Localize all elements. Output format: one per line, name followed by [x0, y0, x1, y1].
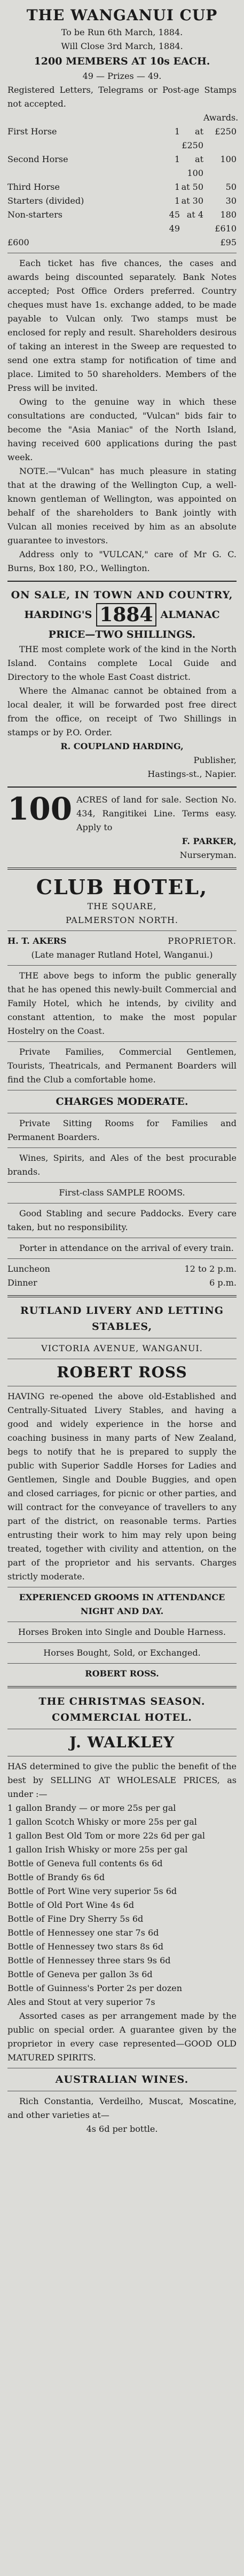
table-cell: at 100: [187, 154, 203, 178]
table-head: Awards.: [203, 113, 239, 123]
walkley-price: Bottle of Hennessey two stars 8s 6d: [7, 1941, 163, 1952]
table-cell: £250: [215, 126, 237, 137]
table-cell: Starters (divided): [7, 196, 84, 206]
acres-number: 100: [7, 791, 73, 827]
divider: [7, 1041, 237, 1042]
table-cell: at £250: [182, 126, 203, 150]
walkley-price: Bottle of Guinness's Porter 2s per dozen: [7, 1983, 182, 1993]
cup-subtotal-left: £600: [7, 237, 29, 247]
australian-wines-text: Rich Constantia, Verdeilho, Muscat, Moscatine, and other varieties at—: [7, 2096, 237, 2120]
livery-sign: ROBERT ROSS.: [85, 1668, 159, 1679]
club-wines: Wines, Spirits, and Ales of the best procurable brands.: [7, 1153, 237, 1177]
almanac-body: THE most complete work of the kind in the North Island. Contains complete Local Guide and Directory to the whole East Coast district.: [7, 644, 237, 682]
almanac-word: ALMANAC: [160, 609, 220, 621]
table-cell: Second Horse: [7, 154, 68, 164]
cup-title: THE WANGANUI CUP: [26, 6, 218, 24]
cup-close-line: Will Close 3rd March, 1884.: [61, 41, 183, 51]
meal-time: 12 to 2 p.m.: [184, 1264, 237, 1274]
walkley-closing: Assorted cases as per arrangement made by the public on special order. A guarantee given by the proprietor in every case represented—GOOD OLD MATURED SPIRITS.: [7, 2011, 237, 2063]
cup-prizes-line: 49 — Prizes — 49.: [82, 71, 162, 81]
club-body: THE above begs to inform the public generally that he has opened this newly-built Commercial and Family Hotel, which he intends, by civility and constant attention, to make the most popular Hostelry on the Coast.: [7, 970, 237, 1036]
livery-bought: Horses Bought, Sold, or Exchanged.: [43, 1648, 201, 1658]
meal-label: Luncheon: [7, 1264, 50, 1274]
table-cell: at 4: [186, 210, 203, 220]
meal-time: 6 p.m.: [209, 1278, 237, 1288]
livery-name: ROBERT ROSS: [57, 1363, 187, 1381]
livery-title: RUTLAND LIVERY AND LETTING STABLES,: [20, 1305, 224, 1333]
livery-address: VICTORIA AVENUE, WANGANUI.: [41, 1343, 203, 1353]
walkley-price: Bottle of Hennessey three stars 9s 6d: [7, 1955, 171, 1965]
livery-body: HAVING re-opened the above old-Established and Centrally-Situated Livery Stables, and having a good and widely experience in the horse and coaching business in many parts of New Zealand, begs to notify that he is prepared to supply the public with Superior Saddle Horses for Ladies and Gentlemen, Single and Double Buggies, and open and closed carriages, for picnic or other parties, and will contract for the conveyance of travellers to any part of the district, on reasonable terms. Parties entrusting their work to him may rely upon being treated, together with civility and attention, on the part of the proprietor and his servants. Charges strictly moderate.: [7, 1391, 237, 1582]
divider: [7, 1686, 237, 1688]
almanac-where: Where the Almanac cannot be obtained from a local dealer, it will be forwarded post free direct from the office, on receipt of Two Shillings in stamps or by P.O. Order.: [7, 686, 237, 737]
walkley-price: 1 gallon Irish Whisky or more 25s per gal: [7, 1844, 188, 1855]
walkley-price: 1 gallon Brandy — or more 25s per gal: [7, 1803, 176, 1813]
walkley-price: 1 gallon Scotch Whisky or more 25s per gal: [7, 1817, 197, 1827]
walkley-intro: HAS determined to give the public the benefit of the best by SELLING AT WHOLESALE PRICES, as under :—: [7, 1761, 237, 1799]
table-total: [7, 222, 156, 236]
divider: [7, 1642, 237, 1643]
cup-registered-line: Registered Letters, Telegrams or Post-age Stamps not accepted.: [7, 85, 237, 109]
almanac-sale-line: ON SALE, IN TOWN AND COUNTRY,: [11, 589, 233, 601]
table-head: [156, 111, 180, 125]
almanac-price: PRICE—TWO SHILLINGS.: [48, 629, 196, 640]
divider: [7, 868, 237, 870]
livery-broken: Horses Broken into Single and Double Harness.: [18, 1627, 226, 1637]
club-proprietor-name: H. T. AKERS: [7, 936, 67, 946]
australian-wines-price: 4s 6d per bottle.: [86, 2124, 158, 2134]
acres-block: [7, 793, 237, 834]
divider: [7, 581, 237, 582]
club-families: Private Families, Commercial Gentlemen, Tourists, Theatricals, and Permanent Boarders will find the Club a comfortable home.: [7, 1047, 237, 1085]
club-meal-row: [7, 1262, 237, 1276]
walkley-name: J. WALKLEY: [69, 1734, 175, 1751]
club-charges: CHARGES MODERATE.: [56, 1096, 188, 1108]
acres-name: F. PARKER,: [182, 836, 237, 846]
table-cell: 1: [174, 196, 180, 206]
club-proprietor-title: PROPRIETOR.: [168, 936, 237, 946]
divider: [7, 965, 237, 966]
divider: [7, 787, 237, 788]
club-meal-row: [7, 1276, 237, 1290]
wanganui-cup-ad: [7, 5, 237, 575]
table-cell: 1: [174, 126, 180, 137]
australian-wines-head: AUSTRALIAN WINES.: [55, 2074, 189, 2085]
divider: [7, 1295, 237, 1297]
cup-subtotal-right: £95: [220, 237, 237, 247]
acres-text: ACRES of land for sale. Section No. 434, Rangitikei Line. Terms easy. Apply to: [76, 795, 237, 832]
walkley-price: Bottle of Old Port Wine 4s 6d: [7, 1900, 135, 1910]
walkley-prices-note: Ales and Stout at very superior 7s: [7, 1997, 155, 2007]
table-head: [180, 111, 203, 125]
cup-prize-table: [7, 111, 237, 236]
table-cell: 180: [220, 210, 237, 220]
acres-ad: [7, 793, 237, 862]
livery-grooms: EXPERIENCED GROOMS IN ATTENDANCE NIGHT AND DAY.: [19, 1592, 225, 1616]
club-proprietor: [7, 934, 237, 948]
table-cell: at 50: [181, 182, 203, 192]
meal-label: Dinner: [7, 1278, 37, 1288]
club-title: CLUB HOTEL,: [36, 875, 208, 899]
walkley-season: THE CHRISTMAS SEASON.: [38, 1696, 206, 1707]
divider: [7, 1258, 237, 1259]
almanac-publisher: R. COUPLAND HARDING,: [60, 741, 184, 751]
walkley-price: Bottle of Geneva full contents 6s 6d: [7, 1858, 163, 1868]
cup-address: Address only to "VULCAN," care of Mr G. C. Burns, Box 180, P.O., Wellington.: [7, 549, 237, 573]
table-cell: Third Horse: [7, 182, 60, 192]
acres-title: Nurseryman.: [179, 850, 237, 860]
walkley-ad: [7, 1694, 237, 2136]
almanac-publisher-title: Publisher,: [193, 755, 237, 765]
almanac-publisher-place: Hastings-st., Napier.: [147, 769, 237, 779]
table-cell: 100: [220, 154, 237, 164]
almanac-ad: [7, 587, 237, 781]
divider: [7, 1147, 237, 1148]
table-cell: 50: [225, 182, 237, 192]
club-sitting: Private Sitting Rooms for Families and Permanent Boarders.: [7, 1118, 237, 1142]
table-total: £610: [215, 223, 237, 234]
almanac-name: HARDING'S: [24, 609, 92, 621]
club-sample: First-class SAMPLE ROOMS.: [59, 1187, 185, 1198]
table-total: 49: [169, 223, 180, 234]
club-address: THE SQUARE,: [87, 901, 157, 911]
club-hotel-ad: [7, 875, 237, 1290]
walkley-hotel: COMMERCIAL HOTEL.: [52, 1712, 192, 1723]
table-cell: 1: [174, 182, 180, 192]
almanac-year: 1884: [96, 603, 156, 627]
cup-members-line: 1200 MEMBERS AT 10s EACH.: [34, 55, 210, 67]
divider: [7, 930, 237, 931]
walkley-price: Bottle of Geneva per gallon 3s 6d: [7, 1969, 153, 1979]
walkley-price: 1 gallon Best Old Tom or more 22s 6d per gal: [7, 1831, 206, 1841]
club-town: PALMERSTON NORTH.: [65, 915, 178, 925]
table-total: [180, 222, 203, 236]
table-cell: at 30: [181, 196, 203, 206]
table-head: [7, 111, 156, 125]
table-cell: 30: [225, 196, 237, 206]
cup-run-line: To be Run 6th March, 1884.: [61, 27, 183, 37]
cup-subtotals: [7, 236, 237, 250]
walkley-price: Bottle of Fine Dry Sherry 5s 6d: [7, 1914, 144, 1924]
club-porter: Porter in attendance on the arrival of every train.: [19, 1243, 234, 1253]
table-cell: First Horse: [7, 126, 57, 137]
table-cell: 1: [174, 154, 180, 164]
almanac-title: [7, 603, 237, 627]
walkley-price: Bottle of Hennessey one star 7s 6d: [7, 1928, 159, 1938]
walkley-price: Bottle of Port Wine very superior 5s 6d: [7, 1886, 177, 1896]
table-cell: 45: [169, 210, 180, 220]
club-late: (Late manager Rutland Hotel, Wanganui.): [31, 950, 213, 960]
table-cell: Non-starters: [7, 210, 62, 220]
divider: [7, 1182, 237, 1183]
cup-body-2: Owing to the genuine way in which these consultations are conducted, "Vulcan" bids fair to become the "Asia Maniac" of the North Island, having received 600 applications during the past week.: [7, 397, 237, 462]
walkley-price: Bottle of Brandy 6s 6d: [7, 1872, 105, 1882]
cup-body-3: NOTE.—"Vulcan" has much pleasure in stating that at the drawing of the Wellington Cup, a well-known gentleman of Wellington, was appointed on behalf of the shareholders to Bank jointly with Vulcan all monies received by him as an absolute guarantee to investors.: [7, 466, 237, 545]
livery-ad: [7, 1303, 237, 1681]
cup-body-1: Each ticket has five chances, the cases and awards being discounted separately. Bank Notes accepted; Post Office Orders preferred. Country cheques must have 1s. exchange added, to be made payable to Vulcan only. Two stamps must be enclosed for reply and result. Shareholders desirous of taking an interest in the Sweep are requested to send one extra stamp for notification of time and place. Limited to 50 shareholders. Members of the Press will be invited.: [7, 258, 237, 393]
club-stabling: Good Stabling and secure Paddocks. Every care taken, but no responsibility.: [7, 1208, 237, 1232]
divider: [7, 1663, 237, 1664]
